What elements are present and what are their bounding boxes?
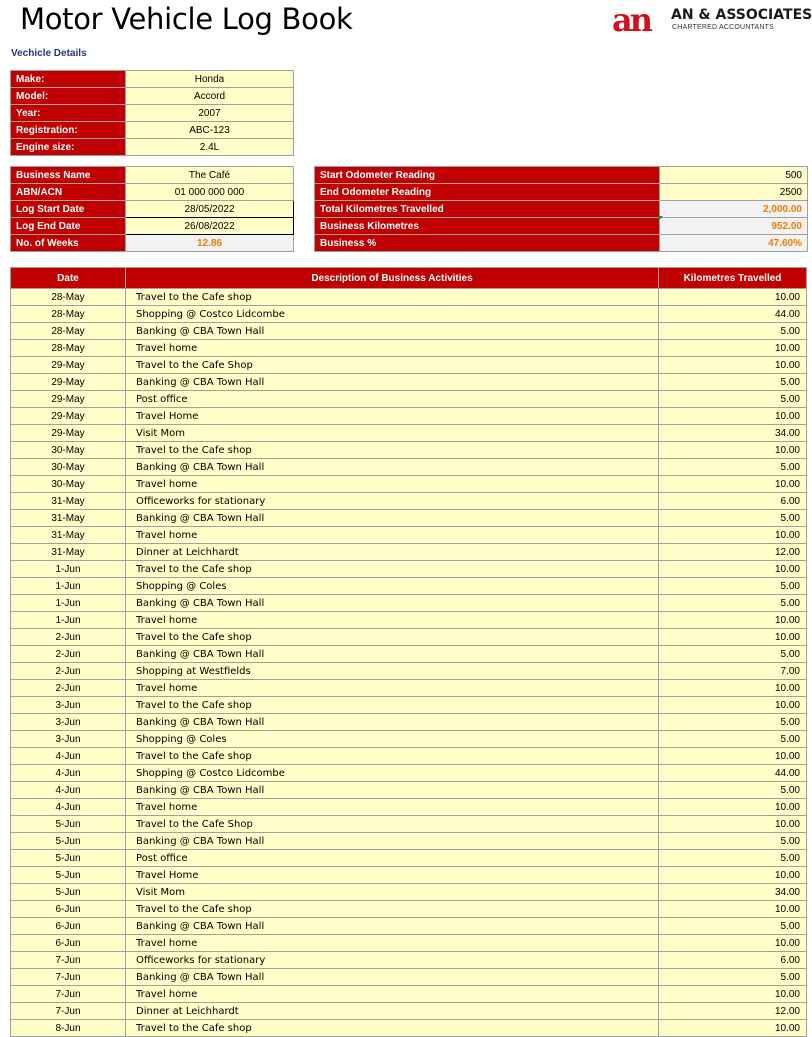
date-cell[interactable]: 4-Jun <box>11 765 126 782</box>
table-row <box>11 340 807 357</box>
description-cell[interactable]: Travel Home <box>126 867 659 884</box>
an-logo-icon <box>612 6 668 34</box>
table-row <box>11 867 807 884</box>
table-row <box>11 476 807 493</box>
description-cell[interactable]: Officeworks for stationary <box>126 952 659 969</box>
description-cell[interactable]: Banking @ CBA Town Hall <box>126 833 659 850</box>
description-cell[interactable]: Shopping @ Coles <box>126 578 659 595</box>
table-row <box>11 391 807 408</box>
date-cell[interactable]: 31-May <box>11 510 126 527</box>
table-row <box>11 714 807 731</box>
km-cell[interactable]: 10.00 <box>659 816 807 833</box>
description-cell[interactable]: Travel home <box>126 612 659 629</box>
page-title: Motor Vehicle Log Book <box>20 2 353 36</box>
business-km-label: Business Kilometres <box>315 218 660 235</box>
date-cell[interactable]: 28-May <box>11 306 126 323</box>
table-row <box>11 544 807 561</box>
description-cell[interactable]: Banking @ CBA Town Hall <box>126 646 659 663</box>
description-cell[interactable]: Travel Home <box>126 408 659 425</box>
date-cell[interactable]: 29-May <box>11 408 126 425</box>
vehicle-detail-value[interactable]: Accord <box>126 88 294 105</box>
description-cell[interactable]: Banking @ CBA Town Hall <box>126 595 659 612</box>
description-cell[interactable]: Travel home <box>126 799 659 816</box>
description-cell[interactable]: Travel to the Cafe Shop <box>126 357 659 374</box>
description-cell[interactable]: Travel to the Cafe shop <box>126 442 659 459</box>
date-cell[interactable]: 31-May <box>11 544 126 561</box>
table-row <box>11 748 807 765</box>
vehicle-details-heading: Vechicle Details <box>11 48 87 59</box>
business-pct-label: Business % <box>315 235 660 252</box>
date-cell[interactable]: 8-Jun <box>11 1020 126 1037</box>
log-start-cell[interactable]: 28/05/2022 <box>126 201 294 218</box>
description-cell[interactable]: Banking @ CBA Town Hall <box>126 323 659 340</box>
table-row <box>11 629 807 646</box>
table-row <box>11 442 807 459</box>
date-cell[interactable]: 29-May <box>11 425 126 442</box>
description-cell[interactable]: Shopping at Westfields <box>126 663 659 680</box>
date-cell[interactable]: 30-May <box>11 476 126 493</box>
total-km-cell[interactable]: 2,000.00 <box>660 201 808 218</box>
table-row <box>11 969 807 986</box>
date-cell[interactable]: 28-May <box>11 340 126 357</box>
date-cell[interactable]: 3-Jun <box>11 731 126 748</box>
business-details-table <box>10 166 294 252</box>
date-cell[interactable]: 6-Jun <box>11 901 126 918</box>
end-odometer-row <box>315 184 808 201</box>
vehicle-detail-label: Engine size: <box>11 139 126 156</box>
weeks-label: No. of Weeks <box>11 235 126 252</box>
vehicle-detail-value[interactable]: 2007 <box>126 105 294 122</box>
description-cell[interactable]: Banking @ CBA Town Hall <box>126 969 659 986</box>
table-row <box>11 1003 807 1020</box>
vehicle-detail-value[interactable]: ABC-123 <box>126 122 294 139</box>
trip-log-header-row <box>11 268 807 289</box>
date-cell[interactable]: 29-May <box>11 391 126 408</box>
date-cell[interactable]: 31-May <box>11 527 126 544</box>
table-row <box>11 493 807 510</box>
date-cell[interactable]: 7-Jun <box>11 969 126 986</box>
business-name-label: Business Name <box>11 167 126 184</box>
date-cell[interactable]: 5-Jun <box>11 833 126 850</box>
km-cell[interactable]: 5.00 <box>659 646 807 663</box>
date-cell[interactable]: 3-Jun <box>11 697 126 714</box>
date-cell[interactable]: 6-Jun <box>11 918 126 935</box>
km-cell[interactable]: 5.00 <box>659 714 807 731</box>
cell-comment-indicator-icon <box>658 216 663 221</box>
table-row <box>11 323 807 340</box>
description-cell[interactable]: Officeworks for stationary <box>126 493 659 510</box>
date-cell[interactable]: 5-Jun <box>11 816 126 833</box>
table-row <box>11 816 807 833</box>
vehicle-detail-label: Model: <box>11 88 126 105</box>
km-cell[interactable]: 10.00 <box>659 527 807 544</box>
km-cell[interactable]: 5.00 <box>659 833 807 850</box>
table-row <box>11 357 807 374</box>
company-logo <box>612 6 812 36</box>
table-row <box>11 425 807 442</box>
km-cell[interactable]: 10.00 <box>659 289 807 306</box>
log-end-cell[interactable]: 26/08/2022 <box>126 218 294 235</box>
table-row <box>11 782 807 799</box>
description-cell[interactable]: Travel home <box>126 680 659 697</box>
date-cell[interactable]: 29-May <box>11 357 126 374</box>
table-row <box>11 408 807 425</box>
vehicle-detail-row <box>11 71 294 88</box>
vehicle-detail-row <box>11 88 294 105</box>
table-row <box>11 612 807 629</box>
km-cell[interactable]: 10.00 <box>659 867 807 884</box>
table-row <box>11 680 807 697</box>
km-cell[interactable]: 10.00 <box>659 748 807 765</box>
table-row <box>11 952 807 969</box>
km-cell[interactable]: 5.00 <box>659 969 807 986</box>
svg-text:an: an <box>612 6 650 34</box>
total-km-row <box>315 201 808 218</box>
km-cell[interactable]: 10.00 <box>659 1020 807 1037</box>
km-cell[interactable]: 10.00 <box>659 442 807 459</box>
description-cell[interactable]: Shopping @ Costco Lidcombe <box>126 765 659 782</box>
log-end-label: Log End Date <box>11 218 126 235</box>
description-cell[interactable]: Travel to the Cafe shop <box>126 697 659 714</box>
table-row <box>11 459 807 476</box>
table-row <box>11 799 807 816</box>
date-cell[interactable]: 7-Jun <box>11 986 126 1003</box>
business-name-row <box>11 167 294 184</box>
km-column-header: Kilometres Travelled <box>659 268 807 289</box>
description-cell[interactable]: Travel to the Cafe shop <box>126 561 659 578</box>
km-cell[interactable]: 10.00 <box>659 476 807 493</box>
end-odometer-label: End Odometer Reading <box>315 184 660 201</box>
table-row <box>11 884 807 901</box>
km-cell[interactable]: 5.00 <box>659 731 807 748</box>
table-row <box>11 561 807 578</box>
table-row <box>11 306 807 323</box>
description-cell[interactable]: Travel home <box>126 340 659 357</box>
km-cell[interactable]: 12.00 <box>659 544 807 561</box>
description-cell[interactable]: Banking @ CBA Town Hall <box>126 714 659 731</box>
start-odometer-row <box>315 167 808 184</box>
km-cell[interactable]: 5.00 <box>659 850 807 867</box>
date-cell[interactable]: 5-Jun <box>11 884 126 901</box>
description-cell[interactable]: Dinner at Leichhardt <box>126 544 659 561</box>
description-column-header: Description of Business Activities <box>126 268 659 289</box>
date-cell[interactable]: 1-Jun <box>11 595 126 612</box>
km-cell[interactable]: 10.00 <box>659 901 807 918</box>
total-km-label: Total Kilometres Travelled <box>315 201 660 218</box>
date-cell[interactable]: 30-May <box>11 442 126 459</box>
km-cell[interactable]: 10.00 <box>659 799 807 816</box>
date-cell[interactable]: 2-Jun <box>11 646 126 663</box>
vehicle-detail-row <box>11 105 294 122</box>
description-cell[interactable]: Shopping @ Costco Lidcombe <box>126 306 659 323</box>
km-cell[interactable]: 5.00 <box>659 595 807 612</box>
description-cell[interactable]: Banking @ CBA Town Hall <box>126 374 659 391</box>
log-end-row <box>11 218 294 235</box>
km-cell[interactable]: 6.00 <box>659 952 807 969</box>
date-cell[interactable]: 31-May <box>11 493 126 510</box>
date-cell[interactable]: 28-May <box>11 289 126 306</box>
table-row <box>11 935 807 952</box>
description-cell[interactable]: Visit Mom <box>126 425 659 442</box>
start-odometer-label: Start Odometer Reading <box>315 167 660 184</box>
business-name-cell[interactable]: The Café <box>126 167 294 184</box>
km-cell[interactable]: 10.00 <box>659 986 807 1003</box>
table-row <box>11 289 807 306</box>
table-row <box>11 765 807 782</box>
table-row <box>11 850 807 867</box>
abn-cell[interactable]: 01 000 000 000 <box>126 184 294 201</box>
km-cell[interactable]: 5.00 <box>659 918 807 935</box>
description-cell[interactable]: Travel to the Cafe Shop <box>126 816 659 833</box>
table-row <box>11 918 807 935</box>
table-row <box>11 697 807 714</box>
vehicle-detail-value[interactable]: Honda <box>126 71 294 88</box>
description-cell[interactable]: Post office <box>126 850 659 867</box>
table-row <box>11 663 807 680</box>
km-cell[interactable]: 5.00 <box>659 510 807 527</box>
logo-subtitle: CHARTERED ACCOUNTANTS <box>672 24 774 31</box>
date-cell[interactable]: 28-May <box>11 323 126 340</box>
date-column-header: Date <box>11 268 126 289</box>
vehicle-detail-value[interactable]: 2.4L <box>126 139 294 156</box>
km-cell[interactable]: 10.00 <box>659 935 807 952</box>
km-cell[interactable]: 12.00 <box>659 1003 807 1020</box>
weeks-row <box>11 235 294 252</box>
km-cell[interactable]: 44.00 <box>659 306 807 323</box>
description-cell[interactable]: Travel to the Cafe shop <box>126 901 659 918</box>
log-start-label: Log Start Date <box>11 201 126 218</box>
description-cell[interactable]: Travel home <box>126 527 659 544</box>
table-row <box>11 510 807 527</box>
vehicle-details-table <box>10 70 294 156</box>
date-cell[interactable]: 2-Jun <box>11 680 126 697</box>
vehicle-detail-row <box>11 139 294 156</box>
km-cell[interactable]: 10.00 <box>659 357 807 374</box>
date-cell[interactable]: 1-Jun <box>11 578 126 595</box>
vehicle-detail-label: Year: <box>11 105 126 122</box>
description-cell[interactable]: Travel to the Cafe shop <box>126 289 659 306</box>
odometer-table <box>314 166 808 252</box>
km-cell[interactable]: 10.00 <box>659 612 807 629</box>
table-row <box>11 374 807 391</box>
km-cell[interactable]: 10.00 <box>659 408 807 425</box>
date-cell[interactable]: 1-Jun <box>11 612 126 629</box>
business-pct-row <box>315 235 808 252</box>
table-row <box>11 1020 807 1037</box>
date-cell[interactable]: 1-Jun <box>11 561 126 578</box>
table-row <box>11 731 807 748</box>
description-cell[interactable]: Banking @ CBA Town Hall <box>126 782 659 799</box>
description-cell[interactable]: Travel to the Cafe shop <box>126 629 659 646</box>
km-cell[interactable]: 7.00 <box>659 663 807 680</box>
date-cell[interactable]: 30-May <box>11 459 126 476</box>
description-cell[interactable]: Travel home <box>126 476 659 493</box>
table-row <box>11 595 807 612</box>
description-cell[interactable]: Banking @ CBA Town Hall <box>126 918 659 935</box>
table-row <box>11 986 807 1003</box>
date-cell[interactable]: 5-Jun <box>11 867 126 884</box>
description-cell[interactable]: Travel home <box>126 935 659 952</box>
date-cell[interactable]: 2-Jun <box>11 663 126 680</box>
date-cell[interactable]: 6-Jun <box>11 935 126 952</box>
date-cell[interactable]: 4-Jun <box>11 799 126 816</box>
end-odometer-cell[interactable]: 2500 <box>660 184 808 201</box>
date-cell[interactable]: 5-Jun <box>11 850 126 867</box>
date-cell[interactable]: 7-Jun <box>11 952 126 969</box>
km-cell[interactable]: 10.00 <box>659 680 807 697</box>
vehicle-detail-row <box>11 122 294 139</box>
km-cell[interactable]: 5.00 <box>659 578 807 595</box>
table-row <box>11 578 807 595</box>
km-cell[interactable]: 10.00 <box>659 561 807 578</box>
table-row <box>11 833 807 850</box>
km-cell[interactable]: 5.00 <box>659 782 807 799</box>
date-cell[interactable]: 29-May <box>11 374 126 391</box>
weeks-cell[interactable]: 12.86 <box>126 235 294 252</box>
table-row <box>11 527 807 544</box>
date-cell[interactable]: 7-Jun <box>11 1003 126 1020</box>
table-row <box>11 646 807 663</box>
description-cell[interactable]: Visit Mom <box>126 884 659 901</box>
description-cell[interactable]: Travel home <box>126 986 659 1003</box>
description-cell[interactable]: Post office <box>126 391 659 408</box>
vehicle-detail-label: Make: <box>11 71 126 88</box>
km-cell[interactable]: 34.00 <box>659 425 807 442</box>
description-cell[interactable]: Banking @ CBA Town Hall <box>126 459 659 476</box>
business-km-cell[interactable]: 952.00 <box>660 218 808 235</box>
trip-log-table <box>10 267 807 1037</box>
description-cell[interactable]: Banking @ CBA Town Hall <box>126 510 659 527</box>
description-cell[interactable]: Travel to the Cafe shop <box>126 748 659 765</box>
description-cell[interactable]: Dinner at Leichhardt <box>126 1003 659 1020</box>
km-cell[interactable]: 5.00 <box>659 374 807 391</box>
abn-row <box>11 184 294 201</box>
business-pct-cell[interactable]: 47.60% <box>660 235 808 252</box>
km-cell[interactable]: 6.00 <box>659 493 807 510</box>
abn-label: ABN/ACN <box>11 184 126 201</box>
logo-name: AN & ASSOCIATES <box>671 7 812 23</box>
date-cell[interactable]: 4-Jun <box>11 782 126 799</box>
vehicle-detail-label: Registration: <box>11 122 126 139</box>
description-cell[interactable]: Shopping @ Coles <box>126 731 659 748</box>
km-cell[interactable]: 10.00 <box>659 340 807 357</box>
km-cell[interactable]: 10.00 <box>659 697 807 714</box>
log-start-row <box>11 201 294 218</box>
km-cell[interactable]: 34.00 <box>659 884 807 901</box>
km-cell[interactable]: 10.00 <box>659 629 807 646</box>
date-cell[interactable]: 4-Jun <box>11 748 126 765</box>
start-odometer-cell[interactable]: 500 <box>660 167 808 184</box>
business-km-row <box>315 218 808 235</box>
km-cell[interactable]: 5.00 <box>659 459 807 476</box>
km-cell[interactable]: 5.00 <box>659 323 807 340</box>
table-row <box>11 901 807 918</box>
description-cell[interactable]: Travel to the Cafe shop <box>126 1020 659 1037</box>
km-cell[interactable]: 5.00 <box>659 391 807 408</box>
date-cell[interactable]: 3-Jun <box>11 714 126 731</box>
km-cell[interactable]: 44.00 <box>659 765 807 782</box>
date-cell[interactable]: 2-Jun <box>11 629 126 646</box>
